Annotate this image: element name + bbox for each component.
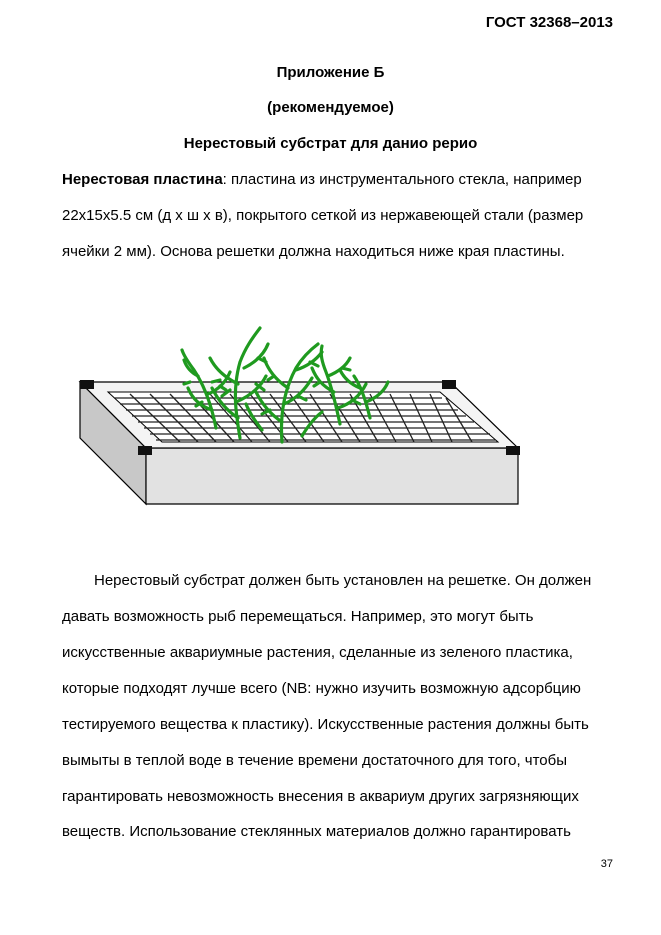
corner-block-back-left: [80, 380, 94, 389]
appendix-status: (рекомендуемое): [267, 99, 394, 116]
corner-block-front-left: [138, 446, 152, 455]
paragraph2-line3: искусственные аквариумные растения, сделанные из зеленого пластика,: [62, 644, 573, 661]
page-number: 37: [600, 858, 613, 870]
paragraph1-line1-rest: : пластина из инструментального стекла, например: [222, 171, 582, 188]
tray-front-side: [146, 448, 518, 504]
spawning-substrate-figure: [70, 318, 530, 518]
appendix-title: Приложение Б: [276, 64, 385, 81]
paragraph2-line6: вымыты в теплой воде в течение времени достаточного для того, чтобы: [62, 752, 568, 769]
paragraph2-line8: веществ. Использование стеклянных материалов должно гарантировать: [62, 823, 571, 840]
paragraph1-line3: ячейки 2 мм). Основа решетки должна находиться ниже края пластины.: [62, 243, 565, 260]
paragraph2-line4: которые подходят лучше всего (NB: нужно изучить возможную адсорбцию: [62, 680, 581, 697]
paragraph2-line7: гарантировать невозможность внесения в аквариум других загрязняющих: [62, 788, 579, 805]
document-code: ГОСТ 32368–2013: [485, 14, 613, 31]
paragraph2-line2: давать возможность рыб перемещаться. Например, это могут быть: [62, 608, 534, 625]
paragraph2-line1: Нерестовый субстрат должен быть установлен на решетке. Он должен: [94, 572, 592, 589]
paragraph2-line5: тестируемого вещества к пластику). Искусственные растения должны быть: [62, 716, 589, 733]
term-spawning-plate: Нерестовая пластина: [62, 171, 223, 188]
paragraph1-line2: 22x15x5.5 см (д х ш х в), покрытого сеткой из нержавеющей стали (размер: [62, 207, 584, 224]
corner-block-front-right: [506, 446, 520, 455]
corner-block-back-right: [442, 380, 456, 389]
paragraph1-line1: [62, 171, 582, 188]
appendix-subtitle: Нерестовый субстрат для данио рерио: [183, 135, 478, 152]
